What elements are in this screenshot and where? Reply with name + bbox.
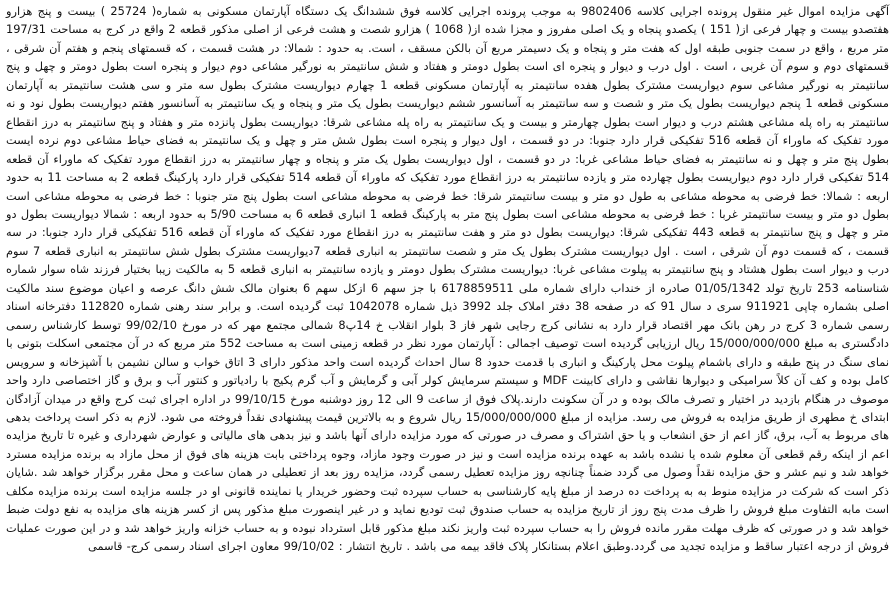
auction-notice-text: آگهی مزایده اموال غیر منقول پرونده اجرایی کلاسه 9802406 به موجب پرونده اجرایی کلاسه فوق ششدانگ یک دستگاه آپارتمان مسکونی به شماره( 25724 ) بیست و پنج هزارو هفتصدو بیست و چهار فرعی از( 151 ) یکصدو پنجاه و یک اصلی مفروز و مجزا شده از( 1068 ) هزارو شصت و هشت فرعی از اصلی مذکور قطعه 2 واقع در کرج به مساحت 197/31 متر مربع ، واقع در سمت جنوبی طبقه اول که هفت متر و پنجاه و یک دسیمتر مربع آن بالکن مسقف ، است. به حدود : شمالا: در هشت قسمت ، که قسمتهای پنجم و هفتم آن شرقی ، قسمتهای دوم و سوم آن غربی ، است . اول درب و دیوار و پنجره ای است بطول دومتر و هفتاد و شش سانتیمتر به نورگیر مشاعی دوم دیوار و پنجره است بطول دومتر و چهل و پنج سانتیمتر به نورگیر مشاعی سوم دیواریست مشترک بطول هفده سانتیمتر به آپارتمان مسکونی قطعه 1 چهارم دیواریست مشترک بطول سه متر و سی هشت سانتیمتر به آپارتمان مسکونی قطعه 1 پنجم دیواریست بطول یک متر و شصت و سه سانتیمتر به آسانسور ششم دیواریست بطول یک متر و پنجاه و یک سانتیمتر به آسانسور هفتم دیواریست بطول نود و نه سانتیمتر به راه پله مشاعی هشتم درب و دیوار است بطول چهارمتر و بیست و یک سانتیمتر به راه پله مشاعی شرقا: دیواریست بطول پانزده متر و هفتاد و پنج سانتیمتر به درز انقطاع مورد تفکیک که ماوراء آن قطعه 516 تفکیکی قرار دارد جنوبا: در دو قسمت ، اول دیوار و پنجره است بطول شش متر و چهل و یک سانتیمتر به فضای حیاط مشاعی دوم نرده ایست بطول پنج متر و چهل و نه سانتیمتر به فضای حیاط مشاعی غربا: در دو قسمت ، اول دیواریست بطول یک متر و پنجاه و چهار سانتیمتر به درز انقطاع مورد تفکیک که ماوراء آن قطعه 514 تفکیکی قرار دارد دوم دیواریست بطول چهارده متر و یازده سانتیمتر به درز انقطاع مورد تفکیک که ماوراء آن قطعه 514 تفکیکی قرار دارد پارکینگ قطعه 2 به مساحت 11 به حدود اربعه : شمالا: خط فرضی به محوطه مشاعی به طول دو متر و بیست سانتیمتر شرقا: خط فرضی به محوطه مشاعی است بطول پنج متر جنوبا : خط فرضی به محوطه مشاعی است بطول دو متر و بیست سانتیمتر غربا : خط فرضی به محوطه مشاعی است بطول پنج متر به پارکینگ قطعه 1 انباری قطعه 6 به مساحت 5/90 به حدود اربعه : شمالا دیواریست بطول دو متر و چهل و پنج سانتیمتر به قطعه 443 تفکیکی شرقا: دیواریست بطول دو متر و هفت سانتیمتر به درز انقطاع مورد تفکیک که ماوراء آن قطعه 516 تفکیکی قرار دارد جنوبا: در سه قسمت ، که قسمت دوم آن شرقی ، است . اول دیواریست مشترک بطول یک متر و شصت سانتیمتر به انباری قطعه 7دیواریست مشترک بطول شش سانتیمتر به انباری قطعه 7 سوم درب و دیوار است بطول هشتاد و پنج سانتیمتر به پیلوت مشاعی غربا: دیواریست مشترک بطول دومتر و یازده سانتیمتر به انباری قطعه 5 به مالکیت زیبا بختیار فرزند شاه سوار شماره شناسنامه 253 تاریخ تولد 01/05/1342 صادره از خنداب دارای شماره ملی 6178859511 با جز سهم 6 ازکل سهم 6 بعنوان مالک شش دانگ عرصه و اعیان موضوع سند مالکیت اصلی بشماره چاپی 911921 سری د سال 91 که در صفحه 38 دفتر املاک جلد 3992 ذیل شماره 1042078 ثبت گردیده است. و برابر سند رهنی شماره 112820 دفترخانه اسناد رسمی شماره 3 کرج در رهن بانک مهر اقتصاد قرار دارد به نشانی کرج رجایی شهر فاز 3 بلوار انقلاب خ 14پ8 شمالی مجتمع مهر که در مورخ 99/02/10 توسط کارشناس رسمی دادگستری به مبلغ 15/000/000/000 ریال ارزیابی گردیده است توصیف اجمالی : آپارتمان مورد نظر در قطعه زمینی است به مساحت 552 متر مربع که در آن مجتمعی اسکلت بتونی با نمای سنگ در پنج طبقه و دارای باشمام پیلوت محل پارکینگ و انباری با قدمت حدود 8 سال احداث گردیده است واحد مذکور دارای 3 اتاق خواب و سالن نشیمن با آشپزخانه و سرویس کامل بوده و کف آن کلاً سرامیکی و دیوارها نقاشی و دارای کابینت MDF و سیستم سرمایش کولر آبی و گرمایش و آب گرم پکیج با رادیاتور و کنتور آب و برق و گاز اختصاصی دارد واحد موصوف در هنگام بازدید در اختیار و تصرف مالک بوده و در آن سکونت دارند.پلاک فوق از ساعت 9 الی 12 روز دوشنبه مورخ 99/10/15 در اداره اجرای ثبت کرج واقع در میدان آزادگان ابتدای خ مطهری از طریق مزایده به فروش می رسد. مزایده از مبلغ 15/000/000/000 ریال شروع و به بالاترین قیمت پیشنهادی نقداً فروخته می شود. لازم به ذکر است پرداخت بدهی های مربوط به آب، برق، گاز اعم از حق انشعاب و یا حق اشتراک و مصرف در صورتی که مورد مزایده دارای آنها باشد و نیز بدهی های مالیاتی و عوارض شهرداری و غیره تا تاریخ مزایده اعم از اینکه رقم قطعی آن معلوم شده یا نشده باشد به عهده برنده مزایده است و نیز در صورت وجود مازاد، وجوه پرداختی بابت هزینه های فوق از محل مازاد به برنده مزایده مسترد خواهد شد و نیم عشر و حق مزایده نقداً وصول می گردد ضمناً چنانچه روز مزایده تعطیل رسمی گردد، مزایده روز بعد از تعطیلی در همان ساعت و محل مقرر برگزار خواهد شد .شایان ذکر است که شرکت در مزایده منوط به به پرداخت ده درصد از مبلغ پایه کارشناسی به حساب سپرده ثبت وحضور خریدار یا نماینده قانونی او در جلسه مزایده است برنده مزایده مکلف است مابه التفاوت مبلغ فروش را ظرف مدت پنج روز از تاریخ مزایده به حساب صندوق ثبت تودیع نماید و در غیر اینصورت مبلغ مذکور پس از کسر هزینه های مزایده به نفع دولت ضبط خواهد شد و در صورتی که ظرف مهلت مقرر مانده فروش را به حساب سپرده ثبت واریز نکند مبلغ مذکور قابل استرداد نبوده و به حساب خزانه واریز خواهد شد و در این صورت عملیات فروش از درجه اعتبار ساقط و مزایده تجدید می گردد.وطبق اعلام بستانکار پلاک فاقد بیمه می باشد . تاریخ انتشار : 99/10/02 معاون اجرای اسناد رسمی کرج- قاسمی bbox=[6, 4, 890, 554]
